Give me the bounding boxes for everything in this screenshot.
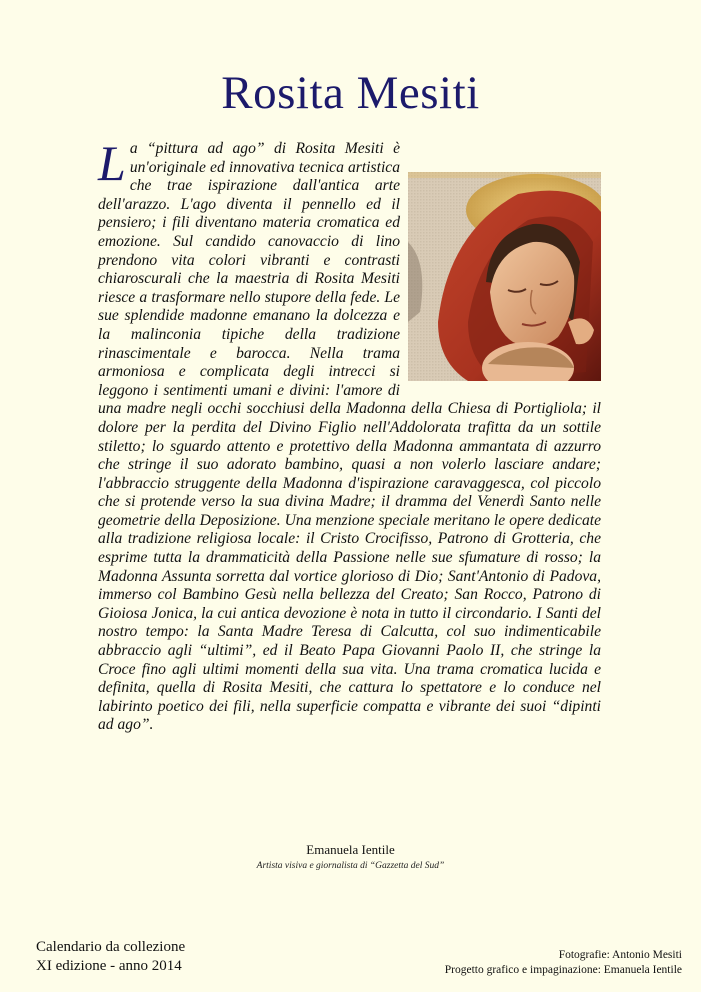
- article-text: a “pittura ad ago” di Rosita Mesiti è un'originale ed innovativa tecnica artistica che trae ispirazione dall'antica arte dell'arazzo. L'ago diventa il pennello ed il pensiero; i fili diventano materia cromatica ed emozione. Sul candido canovaccio di lino prendono vita colori vibranti e contrasti chiaroscurali che la maestria di Rosita Mesiti riesce a trasformare nello stupore della fede. Le sue splendide madonne emanano la dolcezza e la malinconia tipiche della tradizione rinascimentale e barocca. Nella trama armoniosa e complicata degli intrecci si leggono i sentimenti umani e divini: l'amore di una madre negli occhi socchiusi della Madonna della Chiesa di Portigliola; il dolore per la perdita del Divino Figlio nell'Addolorata trafitta da un sottile stiletto; lo sguardo attento e protettivo della Madonna ammantata di azzurro che stringe il suo adorato bambino, quasi a non volerlo lasciare andare; l'abbraccio struggente della Madonna d'ispirazione caravaggesca, col piccolo che si protende verso la sua divina Madre; il dramma del Venerdì Santo nelle geometrie della Deposizione. Una menzione speciale meritano le opere dedicate alla tradizione religiosa locale: il Cristo Crocifisso, Patrono di Grotteria, che esprime tutta la drammaticità della Passione nelle sue sfumature di rosso; la Madonna Assunta sorretta dal vortice glorioso di Dio; Sant'Antonio di Padova, immerso col Bambino Gesù nella bellezza del Creato; San Rocco, Patrono di Gioiosa Jonica, la cui antica devozione è nota in tutto il circondario. I Santi del nostro tempo: la Santa Madre Teresa di Calcutta, col suo indimenticabile abbraccio agli “ultimi”, ed il Beato Papa Giovanni Paolo II, che stringe la Croce fino agli ultimi momenti della sua vita. Una trama cromatica lucida e definita, quella di Rosita Mesiti, che cattura lo spettatore e lo conduce nel labirinto poetico dei fili, nella superficie compatta e vibrante dei suoi “dipinti ad ago”.: [98, 140, 601, 734]
- article-body: [98, 135, 601, 735]
- footer-right-line2: Progetto grafico e impaginazione: Emanuela Ientile: [444, 964, 682, 976]
- calendar-edition: [36, 938, 185, 976]
- footer-left-line2: XI edizione - anno 2014: [36, 958, 182, 974]
- author-role: Artista visiva e giornalista di “Gazzetta del Sud”: [256, 861, 445, 871]
- footer-right-line1: Fotografie: Antonio Mesiti: [558, 949, 682, 961]
- madonna-artwork-image: [408, 172, 601, 381]
- credits: [445, 948, 682, 978]
- footer-left-line1: Calendario da collezione: [36, 939, 186, 955]
- author-signature: [0, 842, 701, 871]
- author-name: Emanuela Ientile: [306, 842, 395, 857]
- drop-cap: L: [98, 135, 126, 191]
- page-title: Rosita Mesiti: [221, 67, 480, 119]
